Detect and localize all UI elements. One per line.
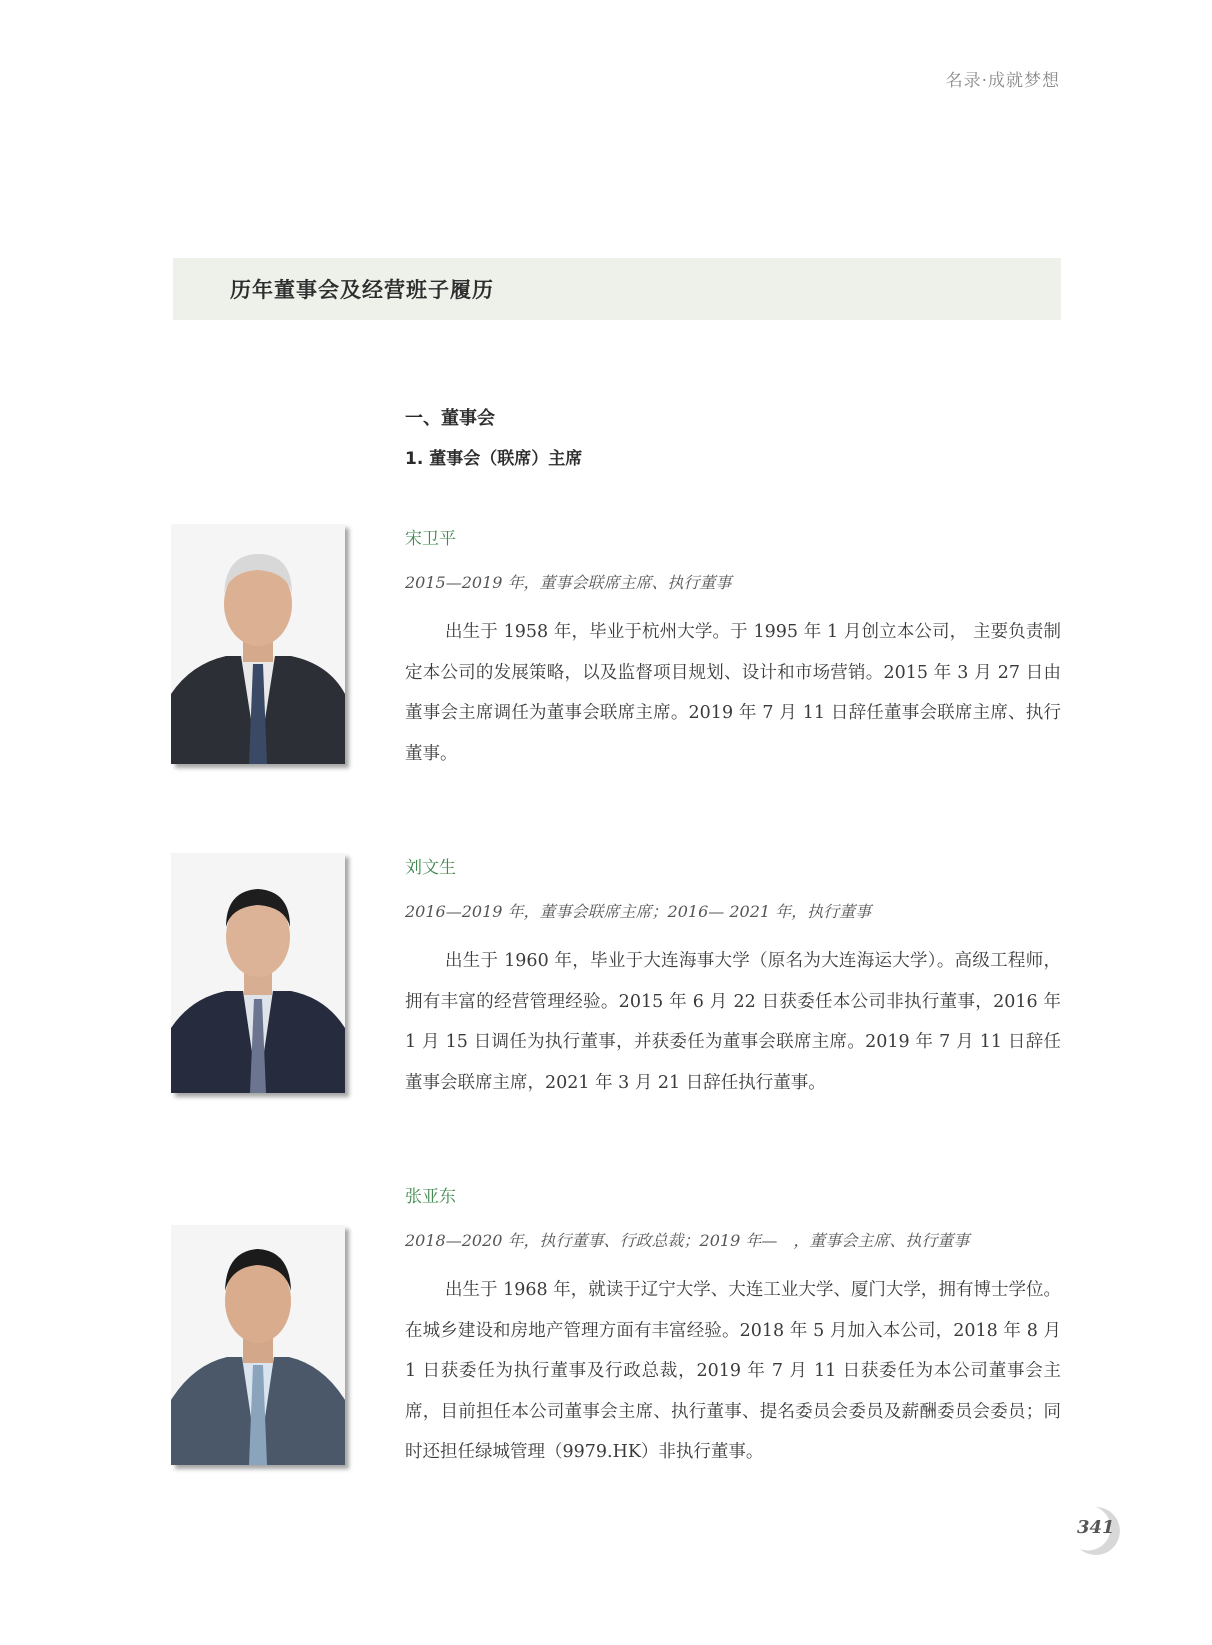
portrait-photo <box>171 853 345 1093</box>
person-name: 刘文生 <box>405 858 456 878</box>
person-bio: 出生于 1960 年，毕业于大连海事大学（原名为大连海运大学）。高级工程师，拥有丰富的经营管理经验。2015 年 6 月 22 日获委任本公司非执行董事，2016 年 1 月 15 日调任为执行董事，并获委任为董事会联席主席。2019 年 7 月 11 日辞任董事会联席主席，2021 年 3 月 21 日辞任执行董事。 <box>405 951 1061 1093</box>
running-head-title: 名录·成就梦想 <box>945 71 1060 91</box>
banner-title: 历年董事会及经营班子履历 <box>230 278 494 302</box>
person-bio: 出生于 1958 年，毕业于杭州大学。于 1995 年 1 月创立本公司， 主要负责制定本公司的发展策略，以及监督项目规划、设计和市场营销。2015 年 3 月 27 日由董事会主席调任为董事会联席主席。2019 年 7 月 11 日辞任董事会联席主席、执行董事。 <box>405 622 1061 764</box>
page-number: 341 <box>1077 1517 1115 1538</box>
person-tenure: 2015—2019 年，董事会联席主席、执行董事 <box>405 573 732 592</box>
person-tenure: 2016—2019 年，董事会联席主席；2016— 2021 年，执行董事 <box>405 902 872 921</box>
person-name: 宋卫平 <box>405 529 456 549</box>
section-banner <box>173 258 1061 320</box>
section-title: 一、董事会 <box>405 408 495 429</box>
section-subtitle: 1. 董事会（联席）主席 <box>405 449 583 469</box>
portrait-photo <box>171 1225 345 1465</box>
person-tenure: 2018—2020 年，执行董事、行政总裁；2019 年— ，董事会主席、执行董事 <box>405 1231 970 1250</box>
person-bio: 出生于 1968 年，就读于辽宁大学、大连工业大学、厦门大学，拥有博士学位。在城乡建设和房地产管理方面有丰富经验。2018 年 5 月加入本公司，2018 年 8 月 1 日获委任为执行董事及行政总裁，2019 年 7 月 11 日获委任为本公司董事会主席，目前担任本公司董事会主席、执行董事、提名委员会委员及薪酬委员会委员；同时还担任绿城管理（9979.HK）非执行董事。 <box>405 1280 1061 1462</box>
person-name: 张亚东 <box>405 1187 456 1207</box>
portrait-photo <box>171 524 345 764</box>
